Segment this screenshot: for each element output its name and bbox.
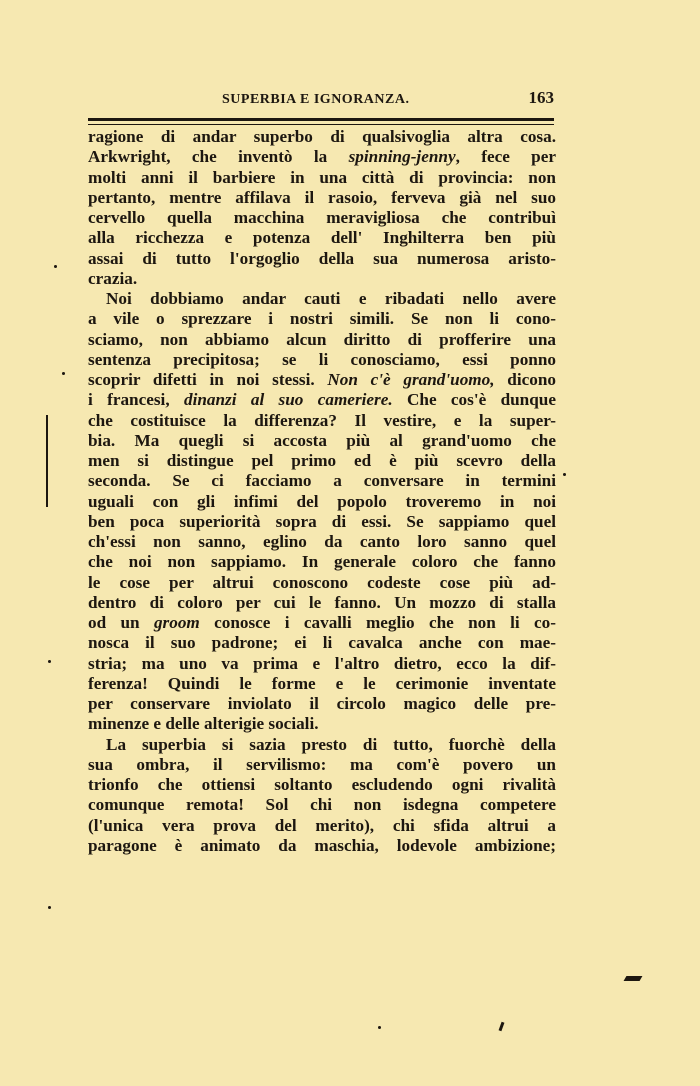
- margin-dot: [48, 660, 51, 663]
- text-line: che noi non sappiamo. In generale coloro che fanno: [88, 552, 556, 572]
- text-line: sentenza precipitosa; se li conosciamo, essi ponno: [88, 349, 556, 369]
- text-line: molti anni il barbiere in una città di provincia: non: [88, 167, 556, 187]
- margin-dot: [62, 372, 65, 375]
- italic-quote: dinanzi al suo cameriere.: [183, 390, 393, 410]
- ink-mark: [499, 1022, 505, 1031]
- page-dot: [378, 1026, 381, 1029]
- text-line: Arkwright, che inventò la spinning-jenny, fece per: [88, 147, 556, 167]
- header-rule: [88, 118, 554, 121]
- text-line: od un groom conosce i cavalli meglio che non li co-: [88, 613, 556, 632]
- text-line: seconda. Se ci facciamo a conversare in termini: [88, 471, 556, 491]
- text-line: stria; ma uno va prima e l'altro dietro, ecco la dif-: [88, 653, 556, 673]
- text-line: trionfo che ottiensi soltanto escludendo ogni rivalità: [88, 775, 556, 794]
- text-line: nosca il suo padrone; ei li cavalca anche con mae-: [88, 633, 556, 653]
- margin-dot: [563, 473, 566, 476]
- text-line: minenze e delle alterigie sociali.: [88, 714, 319, 734]
- margin-dot: [54, 265, 57, 268]
- text-line: assai di tutto l'orgoglio della sua numerosa aristo-: [88, 248, 556, 268]
- text-line: cervello quella macchina meravigliosa che contribuì: [88, 208, 556, 227]
- text-line: scoprir difetti in noi stessi. Non c'è grand'uomo, dicono: [88, 370, 556, 389]
- margin-line-mark: [46, 415, 48, 507]
- text-line: i francesi, dinanzi al suo cameriere. Che cos'è dunque: [88, 390, 556, 410]
- text-line: per conservare inviolato il circolo magico delle pre-: [88, 694, 556, 713]
- page-header: [88, 86, 554, 112]
- text-line: comunque remota! Sol chi non isdegna competere: [88, 795, 556, 815]
- italic-term: groom: [153, 613, 200, 632]
- text-line: che costituisce la differenza? Il vestire, e la super-: [88, 410, 556, 430]
- italic-quote: Non c'è grand'uomo,: [327, 370, 495, 389]
- page-number: 163: [528, 88, 554, 107]
- text-line: ch'essi non sanno, eglino da canto loro sanno quel: [88, 532, 556, 551]
- text-line: La superbia si sazia presto di tutto, fuorchè della: [106, 734, 556, 754]
- text-line: paragone è animato da maschia, lodevole ambizione;: [88, 835, 556, 855]
- text-line: a vile o sprezzare i nostri simili. Se non li cono-: [88, 309, 556, 329]
- text-line: (l'unica vera prova del merito), chi sfida altrui a: [88, 815, 556, 835]
- text-line: pertanto, mentre affilava il rasoio, ferveva già nel suo: [88, 187, 556, 207]
- text-line: men si distingue pel primo ed è più scevro della: [88, 451, 556, 470]
- text-line: bia. Ma quegli si accosta più al grand'uomo che: [88, 430, 556, 450]
- text-line: sciamo, non abbiamo alcun diritto di profferire una: [88, 329, 556, 349]
- text-line: Noi dobbiamo andar cauti e ribadati nello avere: [106, 289, 556, 308]
- text-line: dentro di coloro per cui le fanno. Un mozzo di stalla: [88, 592, 556, 612]
- text-line: alla ricchezza e potenza dell' Inghilterra ben più: [88, 228, 556, 248]
- text-line: uguali con gli infimi del popolo troveremo in noi: [88, 491, 556, 511]
- paragraph-3: [88, 735, 556, 857]
- text-line: ferenza! Quindi le forme e le cerimonie inventate: [88, 673, 556, 693]
- running-head: SUPERBIA E IGNORANZA.: [222, 92, 410, 107]
- ink-smudge: [624, 976, 643, 981]
- text-line: crazia.: [88, 268, 138, 288]
- paragraph-1: [88, 127, 556, 289]
- text-line: ben poca superiorità sopra di essi. Se sappiamo quel: [88, 511, 556, 531]
- italic-term: spinning-jenny: [348, 147, 456, 167]
- text-line: sua ombra, il servilismo: ma com'è povero un: [88, 754, 556, 774]
- paragraph-2: [88, 289, 556, 735]
- body-text: [88, 127, 556, 856]
- text-line: le cose per altrui conoscono codeste cose più ad-: [88, 572, 556, 592]
- margin-dot: [48, 906, 51, 909]
- text-line: ragione di andar superbo di qualsivoglia altra cosa.: [88, 127, 556, 146]
